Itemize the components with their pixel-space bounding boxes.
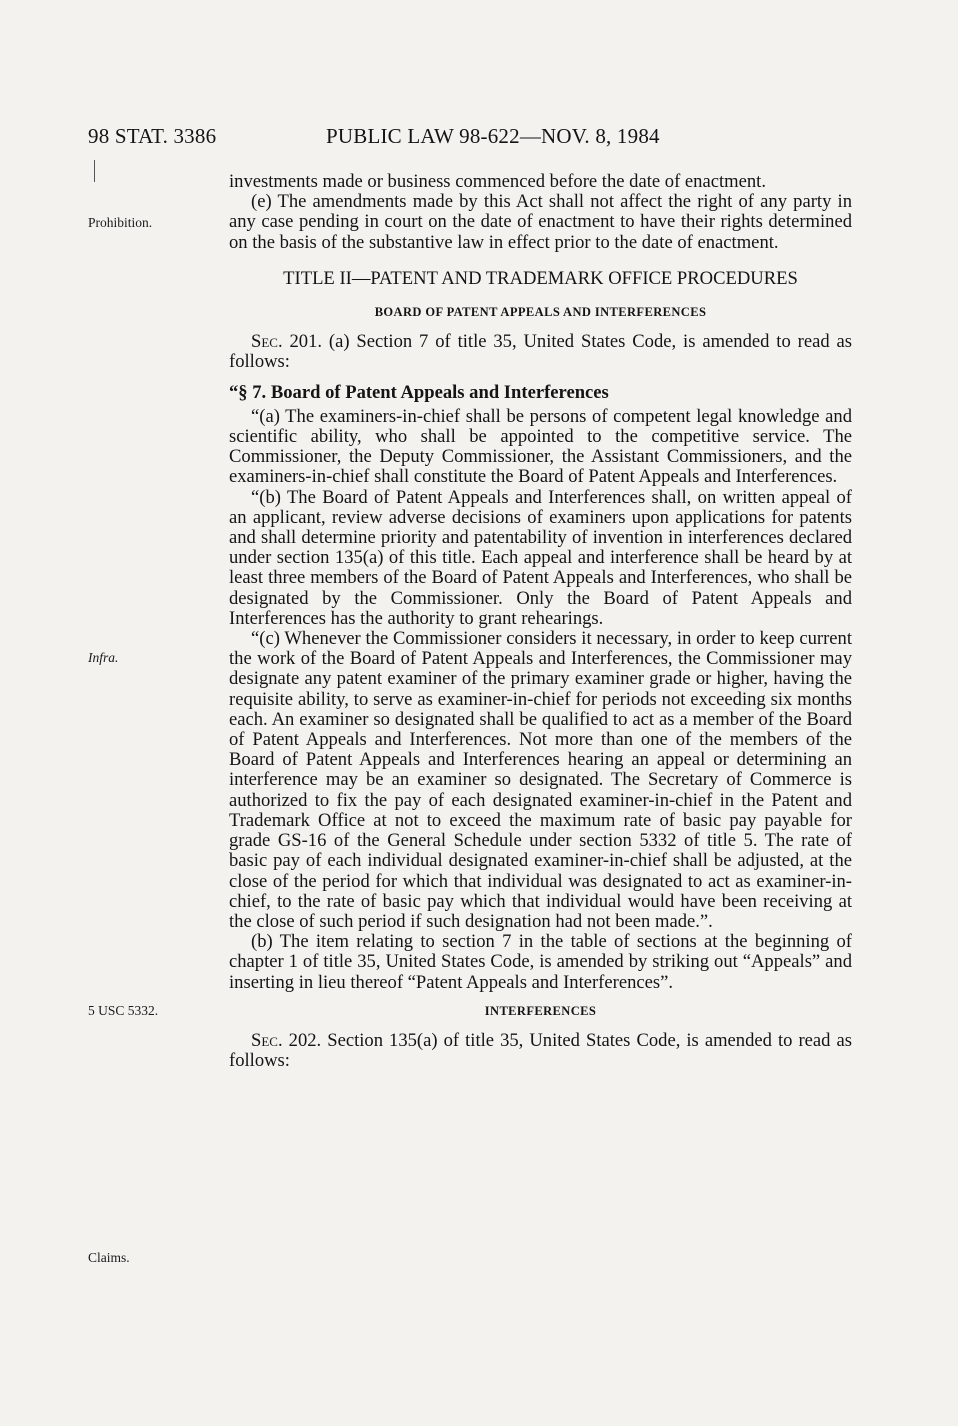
paragraph-c: “(c) Whenever the Commissioner considers it necessary, in order to keep current the work of the Board of Patent Appeals and Interferences, the Commissioner may designate any patent examiner of the primary examiner grade or higher, having the requisite ability, to serve as examiner-in-chief for periods not exceeding six months each. An examiner so designated shall be qualified to act as a member of the Board of Patent Appeals and Interferences. Not more than one of the members of the Board of Patent Appeals and Interferences hearing an appeal or determining an interference may be an examiner so designated. The Secretary of Commerce is authorized to fix the pay of each designated examiner-in-chief in the Patent and Trademark Office at not to exceed the maximum rate of basic pay payable for grade GS-16 of the General Schedule under section 5332 of title 5. The rate of basic pay of each individual designated examiner-in-chief shall be adjusted, at the close of the period for which that individual was designated to act as examiner-in-chief, to the rate of basic pay which that individual would have been receiving at the close of such period if such designation had not been made.”. [229,628,852,932]
sec-label: Sec. [251,1029,283,1051]
public-law-heading: PUBLIC LAW 98-622—NOV. 8, 1984 [326,124,660,148]
paragraph-e: (e) The amendments made by this Act shall not affect the right of any party in any case pending in court on the date of enactment to have their rights determined on the basis of the substantive law in effect prior to the date of enactment. [229,191,852,253]
paragraph-b: “(b) The Board of Patent Appeals and Interferences shall, on written appeal of an applicant, review adverse decisions of examiners upon applications for patents and shall determine priority and patentability of invention in interferences declared under section 135(a) of this title. Each appeal and interference shall be heard by at least three members of the Board of Patent Appeals and Interferences, who shall be designated by the Commissioner. Only the Board of Patent Appeals and Interferences has the authority to grant rehearings. [229,486,852,629]
margin-rule [94,160,95,182]
interferences-heading: INTERFERENCES [484,1003,597,1018]
section-201-text: 201. (a) Section 7 of title 35, United States Code, is amended to read as follows: [229,331,852,373]
board-heading: BOARD OF PATENT APPEALS AND INTERFERENCES [374,305,707,320]
margin-note-claims: Claims. [88,1250,130,1265]
margin-note-infra: Infra. [88,650,119,665]
section-202 [229,1031,852,1071]
title-heading: TITLE II—PATENT AND TRADEMARK OFFICE PROCEDURES [283,267,798,289]
section-202-text: 202. Section 135(a) of title 35, United States Code, is amended to read as follows: [229,1029,852,1072]
sec-label: Sec. [251,331,283,353]
document-body [229,172,852,1071]
section-7-heading: “§ 7. Board of Patent Appeals and Interferences [229,381,609,403]
paragraph-investments: investments made or business commenced before the date of enactment. [229,171,766,192]
statute-page-number: 98 STAT. 3386 [88,124,217,148]
paragraph-section-b: (b) The item relating to section 7 in the table of sections at the beginning of chapter 1 of title 35, United States Code, is amended by striking out “Appeals” and inserting in lieu thereof “Patent Appeals and Interferences”. [229,931,852,993]
margin-note-prohibition: Prohibition. [88,215,153,230]
paragraph-a: “(a) The examiners-in-chief shall be persons of competent legal knowledge and scientific ability, who shall be appointed to the competitive service. The Commissioner, the Deputy Commissioner, the Assistant Commissioners, and the examiners-in-chief shall constitute the Board of Patent Appeals and Interferences. [229,405,852,488]
section-201 [229,332,852,372]
margin-note-usc: 5 USC 5332. [88,1003,159,1018]
